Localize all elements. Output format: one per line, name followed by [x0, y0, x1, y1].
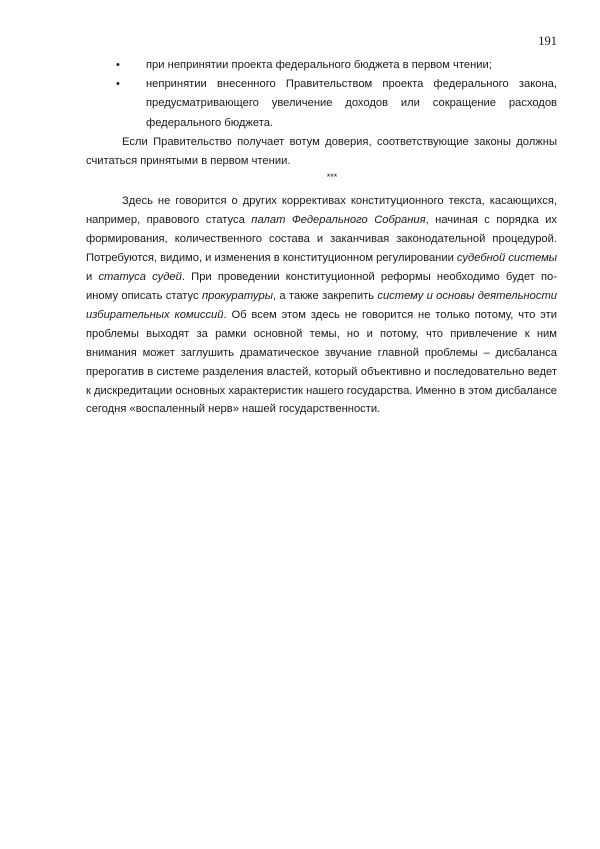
text-segment: прерогатив в системе разделения властей, который объективно и последовательно ведет — [86, 365, 557, 378]
paragraph-line — [86, 364, 557, 380]
text-segment: Потребуются, видимо, и изменения в конституционном регулировании — [86, 251, 457, 264]
text-segment: и — [86, 270, 99, 283]
page-number: 191 — [538, 34, 557, 48]
bullet-line — [146, 57, 557, 73]
line-text — [86, 401, 380, 417]
paragraph-line — [86, 269, 557, 285]
line-text — [86, 345, 557, 361]
line-text — [86, 212, 557, 228]
paragraph-line — [86, 345, 557, 361]
line-text — [86, 326, 557, 342]
text-segment: предусматривающего увеличение доходов или сокращение расходов — [146, 97, 557, 110]
text-segment: иному описать статус — [86, 289, 202, 302]
paragraph-line — [86, 401, 557, 417]
line-text — [86, 231, 557, 247]
bullet-marker: • — [116, 59, 120, 71]
paragraph-line — [86, 326, 557, 342]
paragraph-line — [122, 134, 557, 150]
line-text — [86, 269, 557, 285]
text-segment: . При проведении конституционной реформы необходимо будет по- — [181, 270, 558, 283]
line-text — [86, 250, 557, 266]
italic-text: прокуратуры — [201, 289, 273, 302]
text-segment: . Об всем этом здесь не говорится не только потому, что эти — [223, 308, 557, 321]
paragraph-line — [86, 383, 557, 399]
text-segment: непринятии внесенного Правительством проекта федерального закона, — [146, 78, 557, 91]
line-text — [86, 307, 557, 323]
text-segment: например, правового статуса — [86, 213, 252, 226]
italic-text: избирательных комиссий — [86, 308, 224, 321]
text-segment: внимания может заглушить драматическое звучание главной проблемы – дисбаланса — [86, 346, 557, 359]
line-text — [146, 115, 273, 131]
bullet-line — [146, 95, 557, 111]
text-segment: считаться принятыми в первом чтении. — [86, 155, 291, 167]
line-text — [86, 383, 557, 399]
text-segment: проблемы выходят за рамки основной темы, но и потому, что привлечение к ним — [86, 327, 557, 340]
text-segment: Если Правительство получает вотум доверия, соответствующие законы должны — [122, 135, 557, 148]
line-text — [146, 57, 492, 73]
paragraph-line — [86, 231, 557, 247]
line-text — [122, 134, 557, 150]
paragraph-line — [122, 193, 557, 209]
text-segment: при непринятии проекта федерального бюджета в первом чтении; — [146, 59, 492, 71]
line-text — [86, 153, 290, 169]
text-segment: к дискредитации основных характеристик нашего государства. Именно в этом дисбалансе — [86, 384, 557, 397]
text-segment: федерального бюджета. — [146, 116, 274, 129]
italic-text: судебной системы — [456, 251, 557, 264]
italic-text: статуса судей — [98, 270, 182, 283]
paragraph-line — [86, 250, 557, 266]
paragraph-line — [86, 212, 557, 228]
text-segment: , а также закрепить — [272, 289, 378, 302]
line-text — [146, 95, 557, 111]
text-segment: формирования, количественного состава и заканчивая законодательной процедурой. — [86, 232, 557, 245]
paragraph-line — [86, 307, 557, 323]
bullet-marker: • — [116, 78, 120, 91]
bullet-line — [146, 76, 557, 92]
italic-text: систему и основы деятельности — [377, 289, 557, 302]
text-segment: сегодня «воспаленный нерв» нашей государственности. — [86, 403, 381, 416]
italic-text: палат Федерального Собрания — [251, 213, 426, 226]
bullet-line — [146, 115, 557, 131]
section-separator: *** — [326, 172, 338, 183]
paragraph-line — [86, 153, 557, 169]
line-text — [86, 288, 557, 304]
paragraph-line — [86, 288, 557, 304]
line-text — [122, 193, 557, 209]
text-segment: Здесь не говорится о других коррективах конституционного текста, касающихся, — [122, 195, 557, 207]
line-text — [146, 76, 557, 92]
text-segment: , начиная с порядка их — [425, 213, 557, 226]
line-text — [86, 364, 557, 380]
